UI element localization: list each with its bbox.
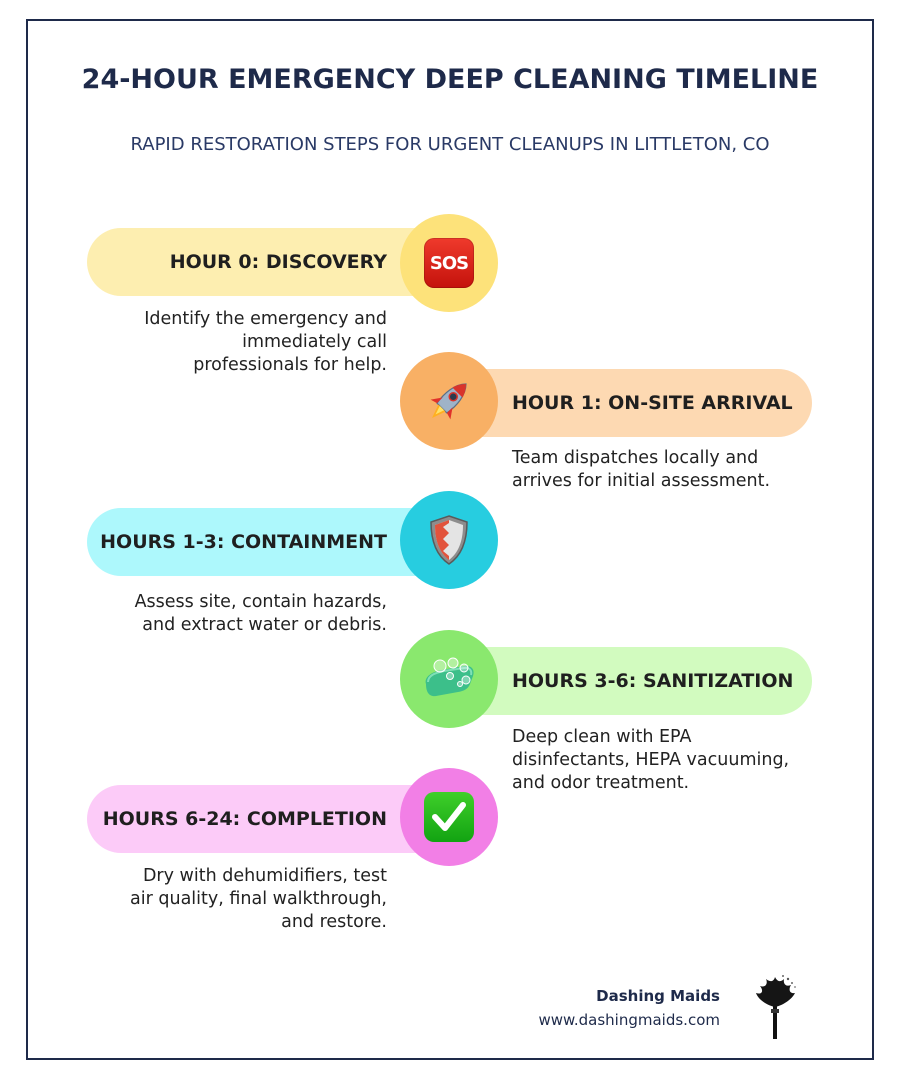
step-3-badge — [400, 491, 498, 589]
rocket-icon — [421, 373, 477, 429]
step-2-badge — [400, 352, 498, 450]
step-4-description: Deep clean with EPA disinfectants, HEPA vacuuming, and odor treatment. — [512, 727, 790, 793]
step-1-pill — [87, 228, 449, 296]
step-1-description: Identify the emergency and immediately call professionals for help. — [144, 309, 387, 375]
step-2-label: HOUR 1: ON-SITE ARRIVAL — [512, 392, 793, 414]
step-4-label: HOURS 3-6: SANITIZATION — [512, 670, 794, 692]
step-5-label: HOURS 6-24: COMPLETION — [102, 808, 387, 830]
step-5-pill — [87, 785, 449, 853]
step-3-description: Assess site, contain hazards, and extract water or debris. — [134, 592, 387, 635]
page-subtitle: RAPID RESTORATION STEPS FOR URGENT CLEANUPS IN LITTLETON, CO — [130, 134, 770, 155]
step-1-badge — [400, 214, 498, 312]
step-5-description: Dry with dehumidifiers, test air quality, final walkthrough, and restore. — [130, 866, 387, 932]
step-3-pill — [87, 508, 449, 576]
step-3-label: HOURS 1-3: CONTAINMENT — [100, 531, 387, 553]
brand-name: Dashing Maids — [596, 987, 720, 1005]
soap-icon — [420, 654, 478, 704]
step-4-badge — [400, 630, 498, 728]
step-2-description: Team dispatches locally and arrives for initial assessment. — [512, 448, 771, 491]
brand-url[interactable]: www.dashingmaids.com — [538, 1011, 720, 1029]
step-4-pill — [449, 647, 812, 715]
shield-icon — [428, 514, 470, 566]
sos-icon: SOS — [424, 238, 474, 288]
check-mark-icon — [424, 792, 474, 842]
step-5-badge — [400, 768, 498, 866]
step-2-pill — [449, 369, 812, 437]
feather-duster-icon — [750, 975, 800, 1041]
step-1-label: HOUR 0: DISCOVERY — [169, 251, 387, 273]
page-title: 24-HOUR EMERGENCY DEEP CLEANING TIMELINE — [81, 64, 819, 95]
